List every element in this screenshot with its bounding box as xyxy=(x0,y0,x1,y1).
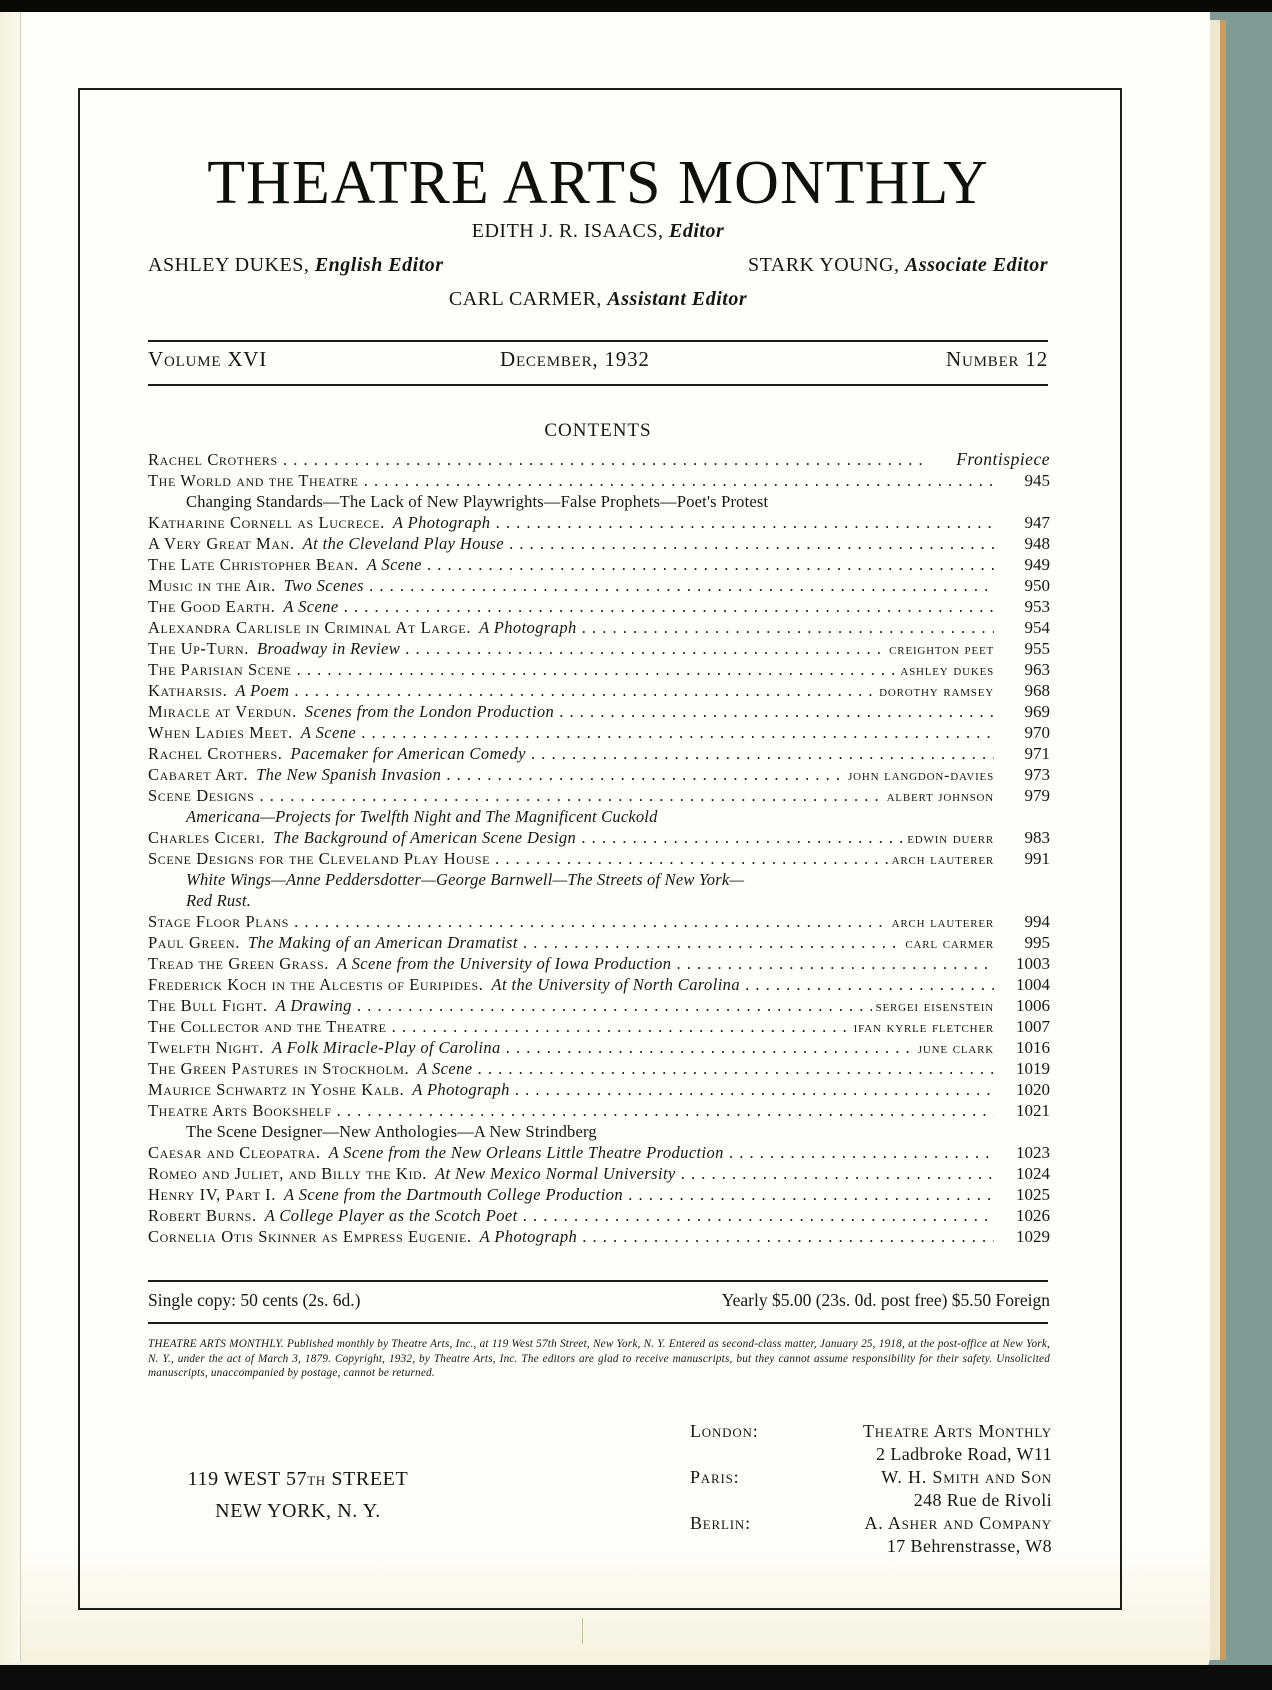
toc-entry xyxy=(148,764,1050,785)
english-editor-credit xyxy=(148,254,444,277)
toc-page-number: 1025 xyxy=(1016,1185,1050,1204)
toc-entry xyxy=(148,848,1050,869)
toc-entry-title: Rachel Crothers xyxy=(148,450,278,469)
toc-entry-text xyxy=(148,1163,994,1184)
toc-author-block xyxy=(844,764,994,786)
toc-entry xyxy=(148,701,1050,722)
toc-entry-author: john langdon-davies xyxy=(848,767,994,784)
toc-entry-text xyxy=(148,1226,994,1247)
toc-entry-title: The Good Earth. xyxy=(148,597,276,616)
toc-page-number: 945 xyxy=(1024,471,1050,490)
toc-entry-title: Robert Burns. xyxy=(148,1206,257,1225)
toc-entry-text xyxy=(148,575,994,596)
toc-entry-text xyxy=(148,1100,994,1121)
toc-page-number: 1021 xyxy=(1016,1101,1050,1120)
toc-page-number: 953 xyxy=(1024,597,1050,616)
toc-entry-title: The Parisian Scene xyxy=(148,660,292,679)
toc-page-number: 1020 xyxy=(1016,1080,1050,1099)
toc-entry-text xyxy=(148,1142,994,1163)
toc-author-block xyxy=(901,932,994,954)
toc-page-number: 955 xyxy=(1024,639,1050,658)
toc-entry-subtitle: At New Mexico Normal University xyxy=(435,1164,676,1183)
office-street xyxy=(148,1468,448,1491)
toc-entry xyxy=(148,680,1050,701)
toc-entry-subtitle: At the University of North Carolina xyxy=(491,975,740,994)
toc-page-number: 994 xyxy=(1024,912,1050,931)
toc-entry-text xyxy=(148,1058,994,1079)
toc-entry-text xyxy=(148,974,994,995)
yearly-price: Yearly $5.00 (23s. 0d. post free) $5.50 Foreign xyxy=(721,1290,1050,1310)
agent-address-row xyxy=(690,1535,1052,1558)
toc-entry xyxy=(148,554,1050,575)
toc-page-number: 1006 xyxy=(1016,996,1050,1015)
toc-entry-title: Twelfth Night. xyxy=(148,1038,264,1057)
agent-name: Theatre Arts Monthly xyxy=(862,1421,1052,1441)
toc-entry-author: carl carmer xyxy=(905,935,994,952)
toc-page-number: 971 xyxy=(1024,744,1050,763)
toc-entry-author: edwin duerr xyxy=(907,830,994,847)
toc-entry xyxy=(148,995,1050,1016)
toc-page-number: 947 xyxy=(1024,513,1050,532)
toc-entry-subtitle: A Photograph xyxy=(392,513,491,532)
toc-entry-author: june clark xyxy=(917,1040,994,1057)
toc-entry-author: arch lauterer xyxy=(891,851,994,868)
toc-entry-title: Paul Green. xyxy=(148,933,240,952)
associate-editor-role: Associate Editor xyxy=(904,254,1048,276)
toc-entry xyxy=(148,1037,1050,1058)
header-rule-bottom xyxy=(148,384,1048,386)
toc-entry xyxy=(148,953,1050,974)
toc-entry-title: Tread the Green Grass. xyxy=(148,954,329,973)
toc-entry-text xyxy=(148,470,994,491)
toc-entry-author: albert johnson xyxy=(886,788,994,805)
toc-entry-author: creighton peet xyxy=(889,641,994,658)
toc-author-block xyxy=(883,785,994,807)
toc-entry-subtitle: A Scene xyxy=(366,555,422,574)
toc-author-block xyxy=(850,1016,994,1038)
toc-entry-subtitle: The Background of American Scene Design xyxy=(273,828,577,847)
toc-entry-subtitle: A Photograph xyxy=(412,1080,510,1099)
english-editor-name: ASHLEY DUKES, xyxy=(148,254,310,276)
toc-entry xyxy=(148,1205,1050,1226)
toc-entry-title: Theatre Arts Bookshelf xyxy=(148,1101,332,1120)
toc-page-number: 995 xyxy=(1024,933,1050,952)
toc-page-number: 983 xyxy=(1024,828,1050,847)
toc-entry xyxy=(148,659,1050,680)
toc-entry-text xyxy=(148,785,994,806)
toc-entry-text xyxy=(148,680,994,701)
volume-label: Volume XVI xyxy=(148,347,268,371)
toc-entry xyxy=(148,1100,1050,1121)
toc-page-number: 1023 xyxy=(1016,1143,1050,1162)
toc-entry-subtitle: At the Cleveland Play House xyxy=(302,534,505,553)
agent-city: Berlin: xyxy=(690,1513,751,1533)
toc-entry xyxy=(148,722,1050,743)
toc-entry-text xyxy=(148,911,994,932)
office-city: NEW YORK, N. Y. xyxy=(215,1500,381,1522)
toc-entry xyxy=(148,1163,1050,1184)
toc-entry-title: When Ladies Meet. xyxy=(148,723,293,742)
agent-row xyxy=(690,1466,1052,1489)
toc-entry-title: Maurice Schwartz in Yoshe Kalb. xyxy=(148,1080,405,1099)
toc-entry-text xyxy=(148,554,994,575)
toc-entry-text xyxy=(148,932,994,953)
toc-entry-note: White Wings—Anne Peddersdotter—George Barnwell—The Streets of New York— xyxy=(186,870,745,889)
toc-entry-title: Caesar and Cleopatra. xyxy=(148,1143,321,1162)
toc-author-block xyxy=(903,827,994,849)
toc-page-number: 1003 xyxy=(1016,954,1050,973)
toc-page-number: 1004 xyxy=(1016,975,1050,994)
toc-entry-title: A Very Great Man. xyxy=(148,534,295,553)
associate-editor-name: STARK YOUNG, xyxy=(748,254,900,276)
toc-entry-title: Miracle at Verdun. xyxy=(148,702,297,721)
toc-page-number: 970 xyxy=(1024,723,1050,742)
toc-entry-text xyxy=(148,512,994,533)
toc-entry xyxy=(148,1226,1050,1247)
toc-entry-author: sergei eisenstein xyxy=(875,998,994,1015)
editor-role: Editor xyxy=(669,220,725,242)
contents-heading: CONTENTS xyxy=(544,420,652,441)
toc-entry-text xyxy=(148,596,994,617)
toc-author-block xyxy=(896,659,994,681)
page-spine-edge xyxy=(0,12,21,1662)
toc-page-number: 950 xyxy=(1024,576,1050,595)
agent-name: A. Asher and Company xyxy=(864,1513,1052,1533)
foreign-agents xyxy=(690,1420,1052,1558)
toc-entry-subtitle: A College Player as the Scotch Poet xyxy=(264,1206,518,1225)
toc-page-number: 1024 xyxy=(1016,1164,1050,1183)
toc-entry-text xyxy=(148,449,930,470)
toc-entry xyxy=(148,575,1050,596)
toc-page-number: 1019 xyxy=(1016,1059,1050,1078)
toc-page-number: 1029 xyxy=(1016,1227,1050,1246)
toc-entry xyxy=(148,911,1050,932)
toc-entry-title: Katharsis. xyxy=(148,681,228,700)
toc-page-number: 1026 xyxy=(1016,1206,1050,1225)
toc-entry xyxy=(148,1142,1050,1163)
toc-author-block xyxy=(875,680,994,702)
scan-top-edge xyxy=(0,0,1272,12)
toc-entry-author: dorothy ramsey xyxy=(879,683,994,700)
toc-entry xyxy=(148,533,1050,554)
price-rule-bottom xyxy=(148,1322,1048,1324)
street-name: STREET xyxy=(325,1468,409,1490)
toc-entry-text xyxy=(148,827,994,848)
toc-entry-title: Romeo and Juliet, and Billy the Kid. xyxy=(148,1164,428,1183)
toc-entry-subtitle: A Scene xyxy=(417,1059,473,1078)
header-rule-top xyxy=(148,340,1048,342)
toc-entry xyxy=(148,638,1050,659)
paper-crease xyxy=(582,1618,583,1644)
associate-editor-credit xyxy=(748,254,1048,277)
toc-entry-title: Henry IV, Part I. xyxy=(148,1185,276,1204)
toc-entry-subtitle: A Folk Miracle-Play of Carolina xyxy=(271,1038,501,1057)
toc-entry xyxy=(148,1058,1050,1079)
toc-entry xyxy=(148,512,1050,533)
toc-author-block xyxy=(914,1037,994,1059)
toc-entry-title: Alexandra Carlisle in Criminal At Large. xyxy=(148,618,472,637)
toc-entry xyxy=(148,470,1050,491)
agent-address: 17 Behrenstrasse, W8 xyxy=(886,1536,1052,1556)
agent-address: 2 Ladbroke Road, W11 xyxy=(876,1444,1052,1464)
english-editor-role: English Editor xyxy=(314,254,444,276)
street-ordinal: TH xyxy=(307,1473,326,1488)
assistant-editor-credit xyxy=(148,288,1048,311)
toc-entry-subtitle: Scenes from the London Production xyxy=(304,702,555,721)
toc-entry-text xyxy=(148,1079,994,1100)
agent-name: W. H. Smith and Son xyxy=(881,1467,1052,1487)
toc-entry-subtitle: The New Spanish Invasion xyxy=(256,765,442,784)
scan-bottom-edge xyxy=(0,1665,1272,1690)
toc-entry-subtitle: Pacemaker for American Comedy xyxy=(290,744,526,763)
toc-entry-subtitle: The Making of an American Dramatist xyxy=(247,933,518,952)
agent-address-row xyxy=(690,1443,1052,1466)
toc-entry-title: Katharine Cornell as Lucrece. xyxy=(148,513,385,532)
issue-date: December, 1932 xyxy=(500,347,650,371)
editor-credit xyxy=(148,220,1048,243)
toc-entry xyxy=(148,596,1050,617)
toc-entry xyxy=(148,449,1050,470)
toc-page-number: 968 xyxy=(1024,681,1050,700)
toc-entry-note: Changing Standards—The Lack of New Playwrights—False Prophets—Poet's Protest xyxy=(186,492,769,511)
toc-author-block xyxy=(888,848,994,870)
toc-entry-note: The Scene Designer—New Anthologies—A New Strindberg xyxy=(186,1122,597,1141)
toc-entry-subtitle: A Photograph xyxy=(479,1227,578,1246)
toc-page-number: 973 xyxy=(1024,765,1050,784)
toc-entry-subtitle: A Scene from the Dartmouth College Production xyxy=(283,1185,624,1204)
agent-address-row xyxy=(690,1489,1052,1512)
toc-entry-title: Scene Designs for the Cleveland Play House xyxy=(148,849,491,868)
toc-entry-note: Red Rust. xyxy=(186,891,252,910)
toc-entry-title: Charles Ciceri. xyxy=(148,828,266,847)
toc-entry-text xyxy=(148,743,994,764)
table-of-contents xyxy=(148,449,1050,1247)
page-edge-stack xyxy=(1210,20,1220,1660)
toc-entry xyxy=(148,1016,1050,1037)
toc-entry-note: Americana—Projects for Twelfth Night and The Magnificent Cuckold xyxy=(186,807,658,826)
toc-page-number: 969 xyxy=(1024,702,1050,721)
toc-page-number: 991 xyxy=(1024,849,1050,868)
toc-entry xyxy=(148,617,1050,638)
toc-entry-text xyxy=(148,1184,994,1205)
toc-page-number: 949 xyxy=(1024,555,1050,574)
agent-row xyxy=(690,1512,1052,1535)
toc-entry-title: The Bull Fight. xyxy=(148,996,268,1015)
toc-entry-text xyxy=(148,659,994,680)
toc-entry-title: The World and the Theatre xyxy=(148,471,359,490)
publication-notice: THEATRE ARTS MONTHLY. Published monthly by Theatre Arts, Inc., at 119 West 57th Street, New York, N. Y. Entered as second-class matter, January 25, 1918, at the post-office at New York, N. Y., under the act of March 3, 1879. Copyright, 1932, by Theatre Arts, Inc. The editors are glad to receive manuscripts, but they cannot assume responsibility for their safety. Unsolicited manuscripts, unaccompanied by postage, cannot be returned. xyxy=(148,1338,1050,1379)
toc-entry xyxy=(148,785,1050,806)
toc-entry-subtitle: Broadway in Review xyxy=(257,639,401,658)
toc-author-block xyxy=(872,995,994,1017)
toc-entry-author: ifan kyrle fletcher xyxy=(853,1019,994,1036)
issue-number: Number 12 xyxy=(946,347,1048,371)
toc-entry-text xyxy=(148,533,994,554)
toc-entry xyxy=(148,974,1050,995)
toc-page-number: 1007 xyxy=(1016,1017,1050,1036)
single-copy-price: Single copy: 50 cents (2s. 6d.) xyxy=(148,1290,361,1310)
toc-page-number: 948 xyxy=(1024,534,1050,553)
toc-entry-text xyxy=(148,701,994,722)
toc-entry-title: Frederick Koch in the Alcestis of Euripides. xyxy=(148,975,484,994)
toc-author-block xyxy=(888,911,994,933)
toc-entry xyxy=(148,932,1050,953)
toc-entry-title: Stage Floor Plans xyxy=(148,912,290,931)
toc-entry-author: ashley dukes xyxy=(900,662,994,679)
toc-entry-text xyxy=(148,638,994,659)
agent-city: London: xyxy=(690,1421,759,1441)
toc-entry-title: The Late Christopher Bean. xyxy=(148,555,359,574)
toc-entry xyxy=(148,1184,1050,1205)
toc-entry-title: Cornelia Otis Skinner as Empress Eugenie. xyxy=(148,1227,472,1246)
toc-entry-text xyxy=(148,722,994,743)
toc-entry-subtitle: A Drawing xyxy=(275,996,352,1015)
toc-page-number: 1016 xyxy=(1016,1038,1050,1057)
toc-entry-title: Rachel Crothers. xyxy=(148,744,283,763)
agent-row xyxy=(690,1420,1052,1443)
toc-page-number: 954 xyxy=(1024,618,1050,637)
toc-entry-subtitle: A Photograph xyxy=(479,618,577,637)
toc-entry-text xyxy=(148,1037,994,1058)
toc-entry-subtitle: Two Scenes xyxy=(283,576,364,595)
page-edge-stack xyxy=(1220,20,1226,1660)
toc-entry-subtitle: A Poem xyxy=(235,681,290,700)
toc-entry-author: arch lauterer xyxy=(891,914,994,931)
toc-entry-subtitle: A Scene from the New Orleans Little Theatre Production xyxy=(328,1143,724,1162)
toc-entry-title: Cabaret Art. xyxy=(148,765,249,784)
magazine-title: THEATRE ARTS MONTHLY xyxy=(207,149,989,217)
toc-entry-subtitle: A Scene xyxy=(300,723,357,742)
toc-page-number: 963 xyxy=(1024,660,1050,679)
toc-entry-text xyxy=(148,617,994,638)
price-rule-top xyxy=(148,1280,1048,1282)
street-number: 119 WEST 57 xyxy=(187,1468,308,1490)
toc-entry xyxy=(148,1079,1050,1100)
toc-author-block xyxy=(885,638,994,660)
toc-entry-title: Music in the Air. xyxy=(148,576,276,595)
assistant-editor-role: Assistant Editor xyxy=(607,288,748,310)
toc-entry-title: The Green Pastures in Stockholm. xyxy=(148,1059,410,1078)
agent-address: 248 Rue de Rivoli xyxy=(913,1490,1052,1510)
toc-entry-subtitle: A Scene from the University of Iowa Production xyxy=(336,954,672,973)
toc-page-number: Frontispiece xyxy=(956,449,1050,469)
toc-entry-text xyxy=(148,848,994,869)
toc-entry xyxy=(148,827,1050,848)
editor-name: EDITH J. R. ISAACS, xyxy=(471,220,664,242)
assistant-editor-name: CARL CARMER, xyxy=(448,288,602,310)
toc-page-number: 979 xyxy=(1024,786,1050,805)
toc-entry-text xyxy=(148,953,994,974)
toc-entry xyxy=(148,743,1050,764)
toc-entry-subtitle: A Scene xyxy=(283,597,339,616)
toc-entry-title: The Up-Turn. xyxy=(148,639,250,658)
toc-entry-title: The Collector and the Theatre xyxy=(148,1017,387,1036)
toc-entry-text xyxy=(148,995,994,1016)
agent-city: Paris: xyxy=(690,1467,740,1487)
toc-entry-title: Scene Designs xyxy=(148,786,255,805)
toc-entry-text xyxy=(148,1205,994,1226)
